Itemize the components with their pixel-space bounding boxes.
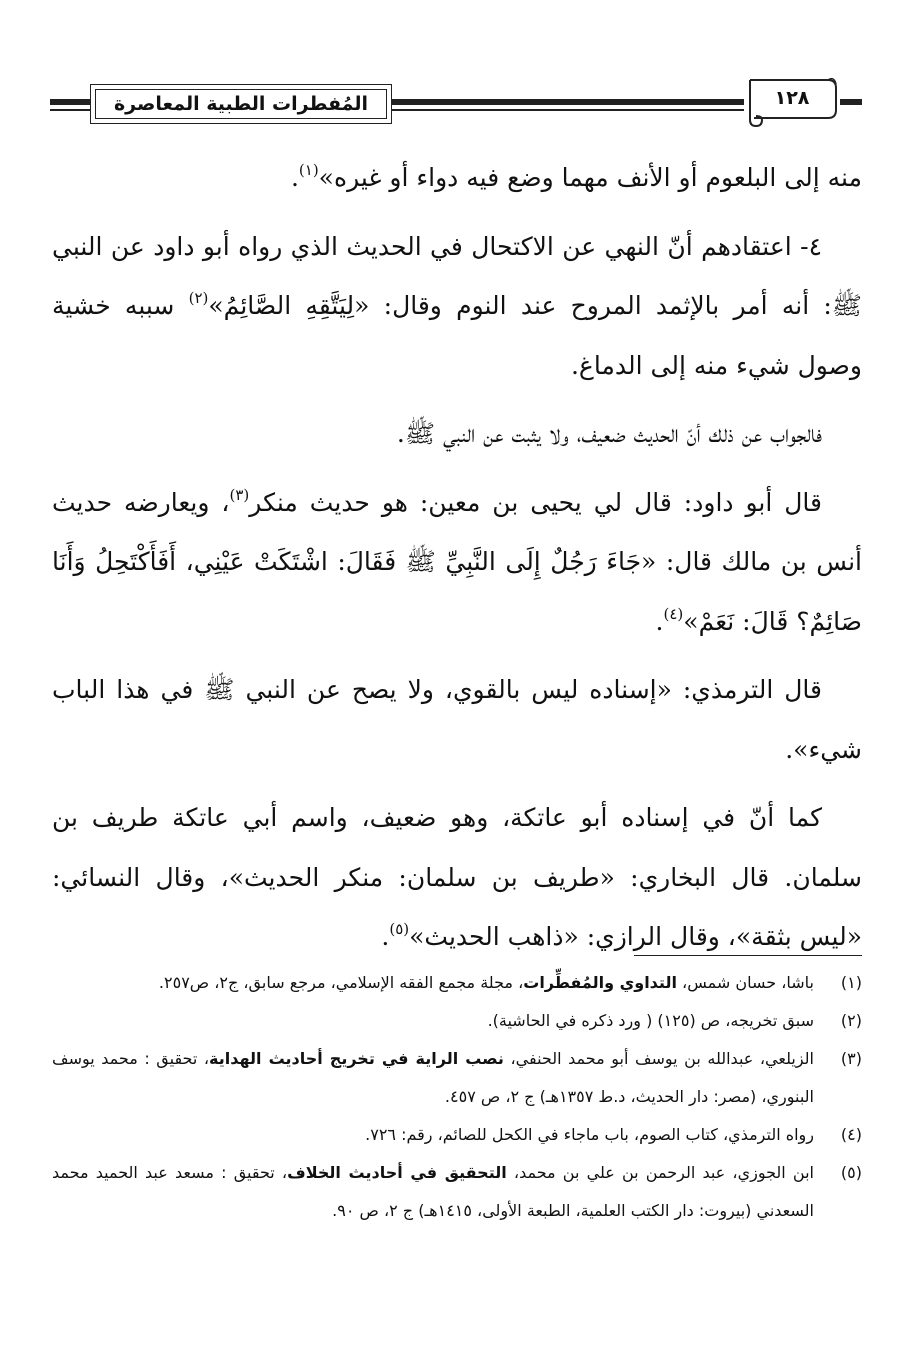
header-rule-middle-thin xyxy=(392,109,744,111)
book-title: المُفطرات الطبية المعاصرة xyxy=(113,93,369,115)
footnote-ref-2[interactable]: (٢) xyxy=(188,289,209,307)
footnote-ref-5[interactable]: (٥) xyxy=(389,920,410,938)
footnote-ref-4[interactable]: (٤) xyxy=(663,604,684,623)
running-header xyxy=(50,72,862,134)
paragraph-1: منه إلى البلعوم أو الأنف مهما وضع فيه دواء أو غيره»$^{(١)}$. xyxy=(290,161,862,192)
footnotes xyxy=(52,964,862,1230)
paragraph-4: قال أبو داود: قال لي يحيى بن معين: هو حديث منكر$^{(٣)}$، ويعارضه حديث أنس بن مالك قال: «جَاءَ رَجُلٌ إِلَى النَّبِيِّ ﷺ فَقَالَ: اشْتَكَتْ عَيْنِي، أَفَأَكْتَحِلُ وَأَنَا صَائِمٌ؟ قَالَ: نَعَمْ»$^{(٤)}$. xyxy=(52,485,862,636)
footnote-ref-1[interactable]: (١) xyxy=(298,161,319,179)
header-rule-left-thin xyxy=(50,109,90,111)
header-rule-right xyxy=(840,99,862,105)
header-rule-left xyxy=(50,99,90,105)
paragraph-5: قال الترمذي: «إسناده ليس بالقوي، ولا يصح عن النبي ﷺ في هذا الباب شيء». xyxy=(52,675,862,764)
footnote-separator xyxy=(634,955,862,956)
footnote-5: (٥)ابن الجوزي، عبد الرحمن بن علي بن محمد، التحقيق في أحاديث الخلاف، تحقيق : مسعد عبد الحميد محمد السعدني (بيروت: دار الكتب العلمية، الطبعة الأولى، ١٤١٥هـ) ج ٢، ص ٩٠. xyxy=(52,1163,862,1220)
book-title-box xyxy=(90,84,392,124)
main-text xyxy=(52,148,862,976)
paragraph-3: فالجواب عن ذلك أنّ الحديث ضعيف، ولا يثبت عن النبي ﷺ. xyxy=(396,419,822,448)
footnote-4: (٤)رواه الترمذي، كتاب الصوم، باب ماجاء في الكحل للصائم، رقم: ٧٢٦. xyxy=(365,1125,862,1144)
paragraph-6: كما أنّ في إسناده أبو عاتكة، وهو ضعيف، واسم أبي عاتكة طريف بن سلمان. قال البخاري: «طريف بن سلمان: منكر الحديث»، وقال النسائي: «ليس بثقة»، وقال الرازي: «ذاهب الحديث»$^{(٥)}$. xyxy=(52,803,862,951)
footnote-1: (١)باشا، حسان شمس، التداوي والمُفطِّرات، مجلة مجمع الفقه الإسلامي، مرجع سابق، ج٢، ص٢٥٧. xyxy=(158,973,862,992)
footnote-3: (٣)الزيلعي، عبدالله بن يوسف أبو محمد الحنفي، نصب الراية في تخريج أحاديث الهداية، تحقيق : محمد يوسف البنوري، (مصر: دار الحديث، د.ط ١٣٥٧هـ) ج ٢، ص ٤٥٧. xyxy=(52,1049,862,1106)
footnote-ref-3[interactable]: (٣) xyxy=(229,485,250,504)
paragraph-2: ٤- اعتقادهم أنّ النهي عن الاكتحال في الحديث الذي رواه أبو داود عن النبي ﷺ: أنه أمر بالإثمد المروح عند النوم وقال: «لِيَتَّقِهِ الصَّائِمُ»$^{(٢)}$ سببه خشية وصول شيء منه إلى الدماغ. xyxy=(52,231,862,380)
page-number: ١٢٨ xyxy=(774,87,810,109)
page-number-scroll xyxy=(744,74,840,130)
header-rule-middle xyxy=(392,99,744,105)
footnote-2: (٢)سبق تخريجه، ص (١٢٥) ( ورد ذكره في الحاشية). xyxy=(487,1011,862,1030)
